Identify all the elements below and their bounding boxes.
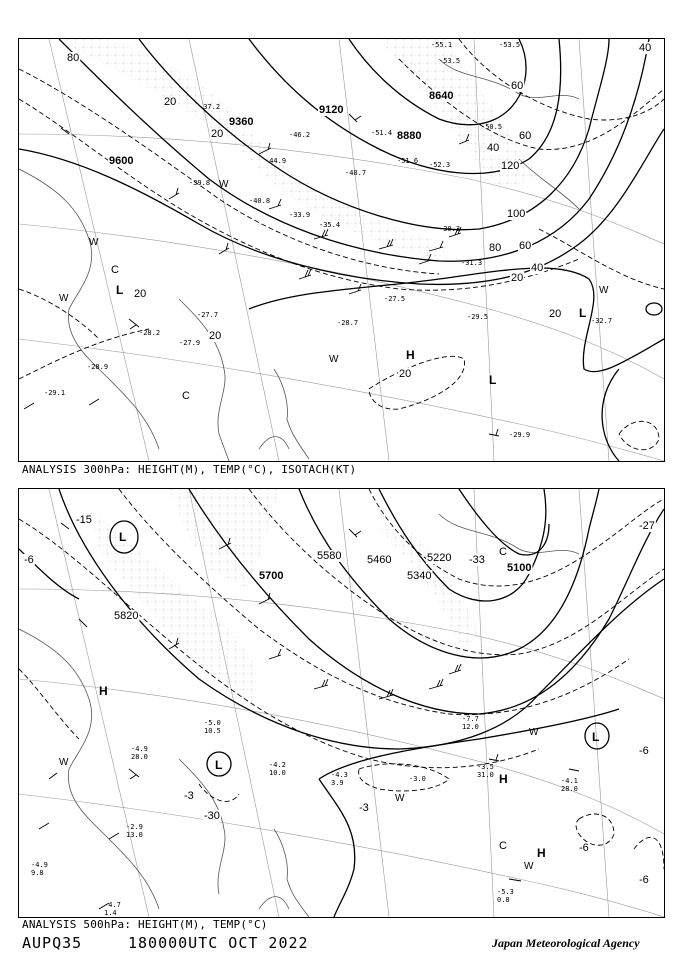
label-temp-labels: -5.3 — [497, 888, 514, 896]
label-temp-labels: 1.4 — [104, 909, 117, 917]
valid-time: 180000UTC OCT 2022 — [128, 934, 309, 952]
label-temp-labels: -51.6 — [397, 157, 419, 165]
label-pressure-centers: L — [116, 283, 124, 297]
label-height-labels: 5100 — [507, 562, 532, 574]
label-temp-labels: -46.2 — [289, 131, 311, 139]
wind-barbs — [39, 523, 579, 909]
label-temp-labels: -7.7 — [462, 715, 479, 723]
label-temp-labels: 9.8 — [31, 869, 44, 877]
height-contours — [19, 39, 664, 461]
label-temp-labels: -52.3 — [429, 161, 451, 169]
label-temp-labels: -30.3 — [439, 225, 461, 233]
label-temp-labels: 28.0 — [131, 753, 148, 761]
label-pressure-centers: W — [599, 285, 609, 296]
label-height-labels: 5820 — [114, 610, 139, 622]
label-temp-labels: 10.5 — [204, 727, 221, 735]
label-temp-labels: -27.9 — [179, 339, 201, 347]
label-temp-labels: -55.1 — [431, 41, 453, 49]
label-height-labels: 5700 — [259, 570, 284, 582]
label-pressure-centers: H — [499, 772, 508, 786]
panel-300hpa-caption: ANALYSIS 300hPa: HEIGHT(M), TEMP(°C), ISOTACH(KT) — [22, 463, 357, 476]
label-height-labels: 5580 — [317, 550, 342, 562]
label-isotach-labels: 20 — [549, 308, 562, 320]
label-temp-labels: -4.9 — [31, 861, 48, 869]
label-temp-labels: -28.9 — [87, 363, 109, 371]
label-isotach-labels: 120 — [501, 160, 520, 172]
label-isotach-labels: 40 — [531, 262, 544, 274]
label-temp-labels: -2.9 — [126, 823, 143, 831]
label-temp-labels: -4.7 — [104, 901, 121, 909]
label-pressure-centers: L — [592, 730, 600, 744]
label-temp-labels: -28.2 — [139, 329, 161, 337]
label-temp-labels: 10.0 — [269, 769, 286, 777]
label-temp-labels: -32.7 — [591, 317, 613, 325]
label-isotach-labels: 20 — [211, 128, 224, 140]
label-temp-labels: -31.3 — [461, 259, 483, 267]
label-pressure-centers: W — [219, 179, 229, 190]
label-temp-labels: -29.1 — [44, 389, 66, 397]
label-temp-labels: -4.9 — [131, 745, 148, 753]
label-height-labels: 5220 — [427, 552, 452, 564]
label-temp-labels: 13.0 — [126, 831, 143, 839]
label-temp-labels: -50.5 — [481, 123, 503, 131]
label-pressure-centers: C — [111, 264, 119, 276]
label-pressure-centers: C — [499, 840, 507, 852]
label-temp-labels: -3.5 — [477, 763, 494, 771]
label-height-labels: 9600 — [109, 155, 134, 167]
label-temp-labels: -44.9 — [265, 157, 287, 165]
jet-hatch-areas — [59, 39, 539, 259]
label-temp-labels: -51.4 — [371, 129, 393, 137]
label-height-labels: 8880 — [397, 130, 422, 142]
label-temp-contour-labels: -15 — [76, 514, 92, 526]
label-temp-labels: -48.7 — [345, 169, 367, 177]
map-panel-300hpa — [18, 38, 665, 462]
label-temp-labels: -4.3 — [331, 771, 348, 779]
label-temp-labels: -53.5 — [439, 57, 461, 65]
label-temp-labels: -39.8 — [189, 179, 211, 187]
label-pressure-centers: C — [182, 390, 190, 402]
label-isotach-labels: 80 — [489, 242, 502, 254]
label-temp-labels: -29.5 — [467, 313, 489, 321]
label-temp-contour-labels: -3 — [359, 802, 369, 814]
label-temp-labels: -33.9 — [289, 211, 311, 219]
label-temp-labels: -53.5 — [499, 41, 521, 49]
label-height-labels: 5460 — [367, 554, 392, 566]
label-temp-labels: -40.8 — [249, 197, 271, 205]
label-isotach-labels: 80 — [67, 52, 80, 64]
label-isotach-labels: 40 — [639, 42, 652, 54]
label-pressure-centers: W — [529, 727, 539, 738]
label-temp-labels: -3.0 — [409, 775, 426, 783]
label-pressure-centers: H — [99, 684, 108, 698]
label-temp-labels: 12.0 — [462, 723, 479, 731]
label-temp-labels: -4.1 — [561, 777, 578, 785]
label-isotach-labels: 100 — [507, 208, 526, 220]
label-pressure-centers: H — [406, 348, 415, 362]
label-temp-labels: -35.4 — [319, 221, 341, 229]
chart-code: AUPQ35 — [22, 934, 83, 952]
label-isotach-labels: 60 — [519, 240, 532, 252]
label-pressure-centers: L — [119, 530, 127, 544]
label-isotach-labels: 20 — [399, 368, 412, 380]
map-300hpa-labels — [44, 41, 652, 439]
label-temp-labels: -27.7 — [197, 311, 219, 319]
agency-name: Japan Meteorological Agency — [492, 936, 640, 950]
label-isotach-labels: 20 — [164, 96, 177, 108]
graticule — [19, 39, 664, 461]
label-temp-labels: 31.0 — [477, 771, 494, 779]
label-temp-contour-labels: -27 — [639, 520, 655, 532]
label-temp-contour-labels: -33 — [469, 554, 485, 566]
label-pressure-centers: W — [59, 757, 69, 768]
label-height-labels: 8640 — [429, 90, 454, 102]
map-500hpa-labels — [23, 514, 656, 917]
label-isotach-labels: 40 — [487, 142, 500, 154]
label-temp-labels: -4.2 — [269, 761, 286, 769]
label-pressure-centers: W — [395, 793, 405, 804]
label-isotach-labels: 20 — [134, 288, 147, 300]
label-height-labels: 9360 — [229, 116, 254, 128]
label-temp-labels: 3.9 — [331, 779, 344, 787]
map-300hpa — [19, 39, 664, 461]
label-temp-contour-labels: -3 — [184, 790, 194, 802]
map-panel-500hpa — [18, 488, 665, 918]
label-pressure-centers: L — [215, 758, 223, 772]
label-temp-labels: -37.2 — [199, 103, 221, 111]
label-temp-labels: -28.7 — [337, 319, 359, 327]
label-pressure-centers: C — [499, 546, 507, 558]
label-temp-contour-labels: -6 — [639, 745, 649, 757]
label-temp-labels: -27.5 — [384, 295, 406, 303]
label-height-labels: 5340 — [407, 570, 432, 582]
label-pressure-centers: W — [329, 354, 339, 365]
label-temp-labels: -29.9 — [509, 431, 531, 439]
label-pressure-centers: W — [59, 293, 69, 304]
map-500hpa — [19, 489, 664, 917]
label-isotach-labels: 60 — [519, 130, 532, 142]
label-isotach-labels: 20 — [209, 330, 222, 342]
label-pressure-centers: L — [579, 306, 587, 320]
moist-hatch-areas — [89, 489, 479, 709]
label-pressure-centers: W — [89, 237, 99, 248]
label-height-labels: 9120 — [319, 104, 344, 116]
label-isotach-labels: 60 — [511, 80, 524, 92]
label-pressure-centers: W — [524, 861, 534, 872]
label-temp-contour-labels: -6 — [24, 554, 34, 566]
label-temp-labels: 28.0 — [561, 785, 578, 793]
label-temp-contour-labels: -30 — [204, 810, 220, 822]
label-pressure-centers: L — [489, 373, 497, 387]
label-isotach-labels: 20 — [511, 272, 524, 284]
label-pressure-centers: H — [537, 846, 546, 860]
label-temp-contour-labels: -6 — [639, 874, 649, 886]
label-temp-labels: 0.8 — [497, 896, 510, 904]
panel-500hpa-caption: ANALYSIS 500hPa: HEIGHT(M), TEMP(°C) — [22, 918, 268, 931]
label-temp-contour-labels: -6 — [579, 842, 589, 854]
label-temp-labels: -5.0 — [204, 719, 221, 727]
